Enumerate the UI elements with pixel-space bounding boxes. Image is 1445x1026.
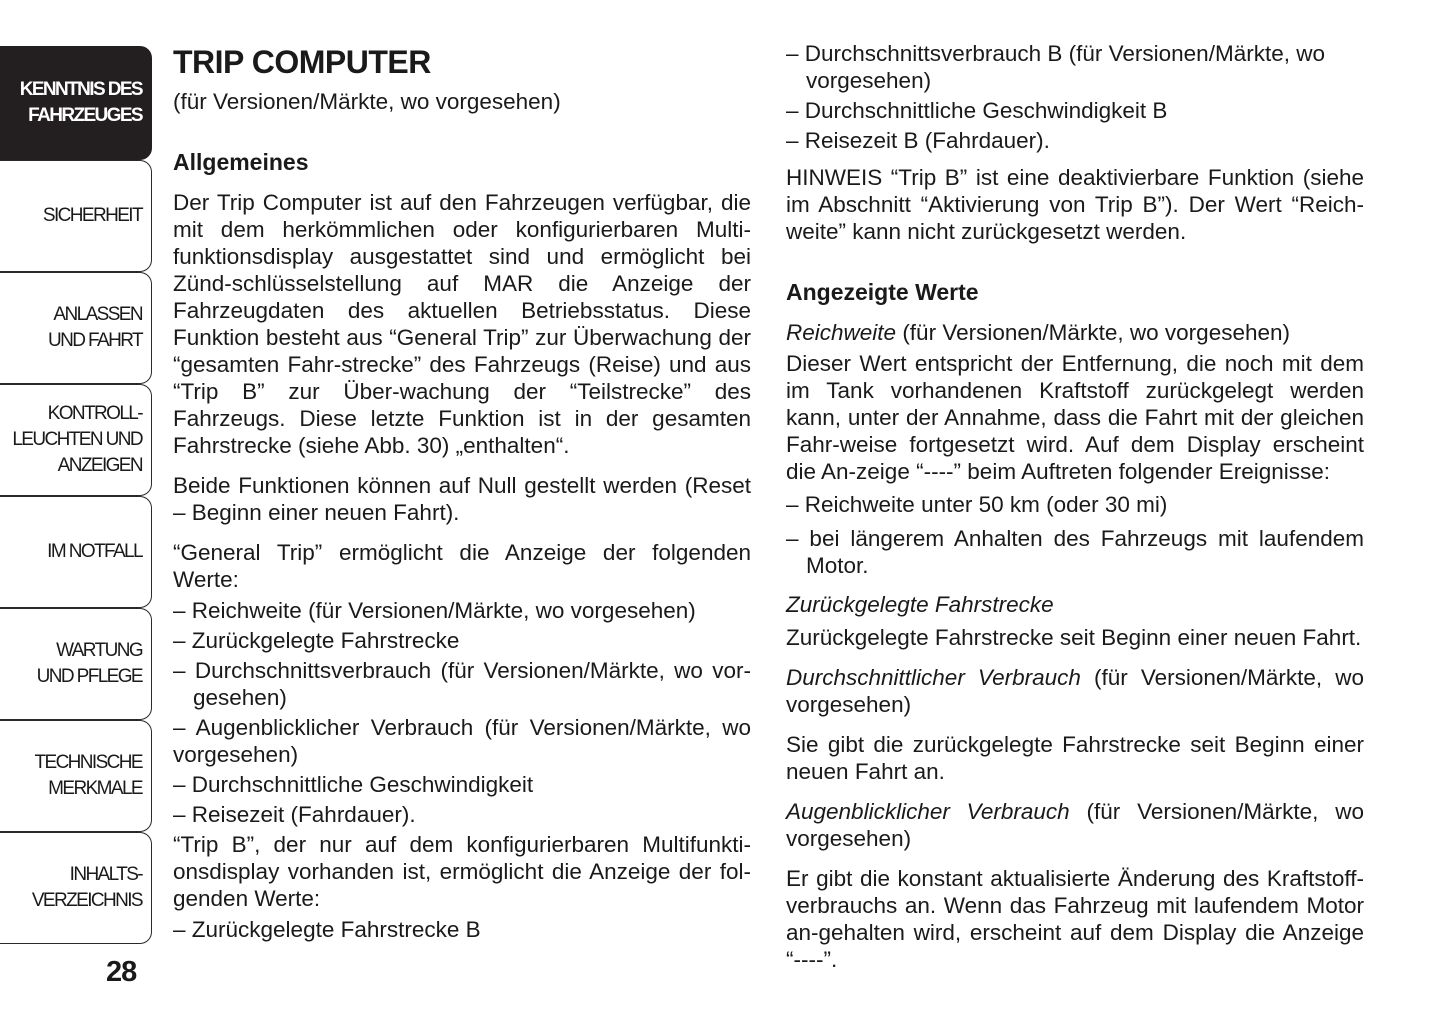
intro-paragraph: Der Trip Computer ist auf den Fahrzeugen verfügbar, die mit dem herkömmlichen oder konfigurierbaren Multi-funktionsdisplay ausgestattet sind und ermöglicht bei Zünd-schlüsselstellung auf MAR die Anzeige der Fahrzeugdaten des aktuellen Betriebsstatus. Diese Funktion besteht aus “General Trip” zur Überwachung der “gesamten Fahr-strecke” des Fahrzeugs (Reise) und aus “Trip B” zur Über-wachung der “Teilstrecke” des Fahrzeugs. Diese letzte Funktion ist in der gesamten Fahrstrecke (siehe Abb. 30) „enthalten“.	[173, 190, 751, 458]
general-trip-paragraph: “General Trip” ermöglicht die Anzeige der folgenden Werte:	[173, 540, 751, 592]
range-list	[786, 491, 1364, 579]
list-item: – bei längerem Anhalten des Fahrzeugs mit laufendem Motor.	[786, 526, 1364, 578]
tab-technische-merkmale[interactable]: TECHNISCHE MERKMALE	[0, 720, 152, 832]
tab-anlassen-und-fahrt[interactable]: ANLASSEN UND FAHRT	[0, 272, 152, 384]
instant-consumption-label-line	[786, 798, 1364, 852]
tab-inhaltsverzeichnis[interactable]: INHALTS- VERZEICHNIS	[0, 832, 152, 944]
range-suffix: (für Versionen/Märkte, wo vorgesehen)	[896, 320, 1290, 345]
tab-sicherheit[interactable]: SICHERHEIT	[0, 160, 152, 272]
page-number: 28	[106, 956, 137, 988]
range-paragraph: Dieser Wert entspricht der Entfernung, die noch mit dem im Tank vorhandenen Kraftstoff zurückgelegt werden kann, unter der Annahme, dass die Fahrt mit der gleichen Fahr-weise fortgesetzt wird. Auf dem Display erscheint die An-zeige “----” beim Auftreten folgender Ereignisse:	[786, 351, 1364, 484]
tab-im-notfall[interactable]: IM NOTFALL	[0, 496, 152, 608]
distance-label: Zurückgelegte Fahrstrecke	[786, 592, 1054, 617]
list-item: – Durchschnittsverbrauch (für Versionen/Märkte, wo vor-gesehen)	[173, 658, 751, 710]
list-item: – Reichweite unter 50 km (oder 30 mi)	[786, 492, 1168, 517]
tab-kenntnis-des-fahrzeuges[interactable]: KENNTNIS DES FAHRZEUGES	[0, 46, 152, 160]
list-item: – Reisezeit (Fahrdauer).	[173, 802, 416, 827]
instant-consumption-paragraph: Er gibt die konstant aktualisierte Änderung des Kraftstoff-verbrauchs an. Wenn das Fahrzeug mit laufendem Motor an-gehalten wird, erscheint auf dem Display die Anzeige “----”.	[786, 866, 1364, 972]
avg-consumption-paragraph: Sie gibt die zurückgelegte Fahrstrecke seit Beginn einer neuen Fahrt an.	[786, 732, 1364, 784]
range-label-line	[786, 319, 1364, 346]
list-item: – Durchschnittsverbrauch B (für Versionen/Märkte, wo vorgesehen)	[786, 41, 1325, 93]
list-item: – Zurückgelegte Fahrstrecke	[173, 628, 460, 653]
trip-b-paragraph: “Trip B”, der nur auf dem konfigurierbaren Multifunkti-onsdisplay vorhanden ist, ermöglicht die Anzeige der fol-genden Werte:	[173, 832, 751, 911]
list-item: – Durchschnittliche Geschwindigkeit B	[786, 98, 1168, 123]
tab-kontrollleuchten-und-anzeigen[interactable]: KONTROLL- LEUCHTEN UND ANZEIGEN	[0, 384, 152, 496]
section-heading-allgemeines: Allgemeines	[173, 149, 309, 175]
list-item: – Reichweite (für Versionen/Märkte, wo vorgesehen)	[173, 598, 696, 623]
reset-paragraph: Beide Funktionen können auf Null gestellt werden (Reset – Beginn einer neuen Fahrt).	[173, 473, 751, 525]
instant-consumption-label: Augenblicklicher Verbrauch	[786, 799, 1070, 824]
left-column	[173, 40, 751, 946]
avg-consumption-suffix: (für Versionen/Märkte, wo vorgesehen)	[786, 665, 1365, 717]
trip-b-list-continued	[786, 40, 1364, 154]
avg-consumption-label-line	[786, 664, 1364, 718]
range-label: Reichweite	[786, 320, 897, 345]
general-trip-list	[173, 597, 751, 828]
page-subtitle: (für Versionen/Märkte, wo vorgesehen)	[173, 89, 561, 114]
note-paragraph: HINWEIS “Trip B” ist eine deaktivierbare Funktion (siehe im Abschnitt “Aktivierung von Trip B”). Der Wert “Reich-weite” kann nicht zurückgesetzt werden.	[786, 165, 1364, 244]
instant-consumption-suffix: (für Versionen/Märkte, wo vorgesehen)	[786, 799, 1364, 851]
section-heading-angezeigte-werte: Angezeigte Werte	[786, 279, 979, 305]
list-item: – Augenblicklicher Verbrauch (für Versionen/Märkte, wo vorgesehen)	[173, 715, 751, 767]
distance-paragraph: Zurückgelegte Fahrstrecke seit Beginn einer neuen Fahrt.	[786, 625, 1362, 650]
page-title: TRIP COMPUTER	[173, 44, 431, 80]
list-item: – Reisezeit B (Fahrdauer).	[786, 128, 1050, 153]
tab-wartung-und-pflege[interactable]: WARTUNG UND PFLEGE	[0, 608, 152, 720]
trip-b-list	[173, 916, 751, 943]
list-item: – Zurückgelegte Fahrstrecke B	[173, 917, 481, 942]
right-column	[786, 40, 1364, 973]
avg-consumption-label: Durchschnittlicher Verbrauch	[786, 665, 1081, 690]
list-item: – Durchschnittliche Geschwindigkeit	[173, 772, 534, 797]
